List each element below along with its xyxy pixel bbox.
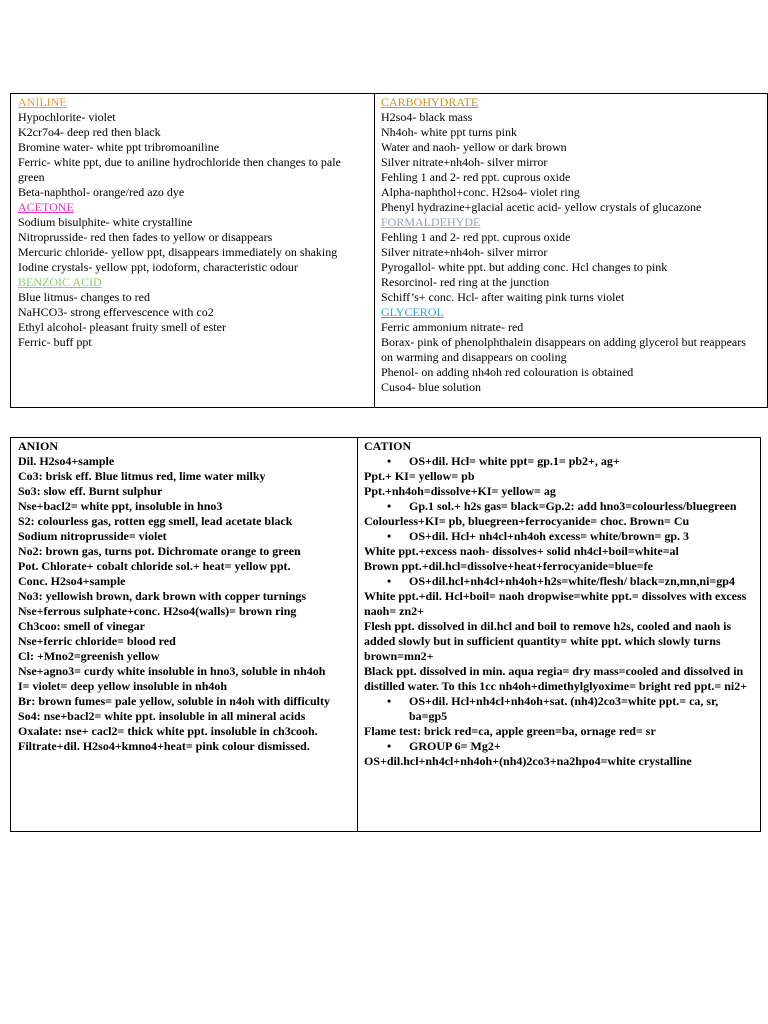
- list-item: Dil. H2so4+sample: [18, 454, 115, 468]
- list-item: Oxalate: nse+ cacl2= thick white ppt. insoluble in ch3cooh.: [18, 724, 318, 738]
- cation-line: Flame test: brick red=ca, apple green=ba, ornage red= sr: [364, 724, 656, 738]
- list-item: Ch3coo: smell of vinegar: [18, 619, 145, 633]
- list-item: Phenol- on adding nh4oh red colouration is obtained: [381, 365, 634, 379]
- anion-column: [11, 438, 358, 831]
- benzoic-acid-heading: BENZOIC ACID: [18, 275, 102, 289]
- list-item: Pyrogallol- white ppt. but adding conc. Hcl changes to pink: [381, 260, 668, 274]
- list-item: So3: slow eff. Burnt sulphur: [18, 484, 163, 498]
- cation-line: Black ppt. dissolved in min. aqua regia= dry mass=cooled and dissolved in distilled water. To this 1cc nh4oh+dimethylglyoxime= bright red ppt.= ni2+: [364, 664, 748, 693]
- inorganic-tests-table: [10, 437, 761, 832]
- cation-line: Brown ppt.+dil.hcl=dissolve+heat+ferrocyanide=blue=fe: [364, 559, 653, 573]
- list-item: Mercuric chloride- yellow ppt, disappears immediately on shaking: [18, 245, 338, 259]
- cation-line: OS+dil.hcl+nh4cl+nh4oh+(nh4)2co3+na2hpo4=white crystalline: [364, 754, 692, 768]
- cation-line: Flesh ppt. dissolved in dil.hcl and boil to remove h2s, cooled and naoh is added slowly but in sufficient quantity= white ppt. which slowly turns brown=mn2+: [364, 619, 732, 663]
- glycerol-heading: GLYCEROL: [381, 305, 444, 319]
- list-item: Br: brown fumes= pale yellow, soluble in n4oh with difficulty: [18, 694, 330, 708]
- organic-left-column: [11, 94, 375, 407]
- cation-group4-bullet: • OS+dil.hcl+nh4cl+nh4oh+h2s=white/flesh/ black=zn,mn,ni=gp4: [409, 574, 753, 589]
- glycerol-list: [381, 320, 760, 395]
- cation-line: White ppt.+excess naoh- dissolves+ solid nh4cl+boil=white=al: [364, 544, 679, 558]
- list-item: Nse+bacl2= white ppt, insoluble in hno3: [18, 499, 223, 513]
- organic-tests-table: [10, 93, 768, 408]
- list-item: Ethyl alcohol- pleasant fruity smell of ester: [18, 320, 226, 334]
- cation-column: [358, 438, 760, 831]
- cation-heading: CATION: [364, 439, 412, 453]
- list-item: Ferric- white ppt, due to aniline hydrochloride then changes to pale green: [18, 155, 341, 184]
- list-item: Nitroprusside- red then fades to yellow or disappears: [18, 230, 273, 244]
- cation-line: White ppt.+dil. Hcl+boil= naoh dropwise=white ppt.= dissolves with excess naoh= zn2+: [364, 589, 747, 618]
- benzoic-acid-list: [18, 290, 367, 350]
- list-item: I= violet= deep yellow insoluble in nh4oh: [18, 679, 228, 693]
- list-item: Fehling 1 and 2- red ppt. cuprous oxide: [381, 170, 571, 184]
- list-item: Nse+ferrous sulphate+conc. H2so4(walls)= brown ring: [18, 604, 297, 618]
- list-item: Cuso4- blue solution: [381, 380, 482, 394]
- list-item: Nse+ferric chloride= blood red: [18, 634, 176, 648]
- list-item: So4: nse+bacl2= white ppt. insoluble in all mineral acids: [18, 709, 306, 723]
- list-item: Co3: brisk eff. Blue litmus red, lime water milky: [18, 469, 266, 483]
- list-item: Nse+agno3= curdy white insoluble in hno3, soluble in nh4oh: [18, 664, 326, 678]
- cation-line: Colourless+KI= pb, bluegreen+ferrocyanide= choc. Brown= Cu: [364, 514, 690, 528]
- carbohydrate-list: [381, 110, 760, 215]
- list-item: H2so4- black mass: [381, 110, 473, 124]
- list-item: Water and naoh- yellow or dark brown: [381, 140, 567, 154]
- list-item: Conc. H2so4+sample: [18, 574, 126, 588]
- cation-group1-bullet: • OS+dil. Hcl= white ppt= gp.1= pb2+, ag+: [409, 454, 753, 469]
- list-item: Silver nitrate+nh4oh- silver mirror: [381, 245, 548, 259]
- anion-heading: ANION: [18, 439, 59, 453]
- list-item: Silver nitrate+nh4oh- silver mirror: [381, 155, 548, 169]
- formaldehyde-list: [381, 230, 760, 305]
- list-item: Cl: +Mno2=greenish yellow: [18, 649, 160, 663]
- organic-right-column: [375, 94, 767, 407]
- carbohydrate-heading: CARBOHYDRATE: [381, 95, 479, 109]
- list-item: Phenyl hydrazine+glacial acetic acid- yellow crystals of glucazone: [381, 200, 702, 214]
- list-item: No2: brown gas, turns pot. Dichromate orange to green: [18, 544, 301, 558]
- list-item: K2cr7o4- deep red then black: [18, 125, 161, 139]
- acetone-heading: ACETONE: [18, 200, 74, 214]
- list-item: Ferric ammonium nitrate- red: [381, 320, 524, 334]
- list-item: S2: colourless gas, rotten egg smell, lead acetate black: [18, 514, 293, 528]
- cation-group3-bullet: • OS+dil. Hcl+ nh4cl+nh4oh excess= white/brown= gp. 3: [409, 529, 753, 544]
- list-item: Iodine crystals- yellow ppt, iodoform, characteristic odour: [18, 260, 298, 274]
- list-item: Nh4oh- white ppt turns pink: [381, 125, 517, 139]
- acetone-list: [18, 215, 367, 275]
- list-item: Pot. Chlorate+ cobalt chloride sol.+ heat= yellow ppt.: [18, 559, 291, 573]
- cation-group5-bullet: • OS+dil. Hcl+nh4cl+nh4oh+sat. (nh4)2co3=white ppt.= ca, sr, ba=gp5: [409, 694, 753, 724]
- list-item: Sodium bisulphite- white crystalline: [18, 215, 193, 229]
- cation-group6-bullet: • GROUP 6= Mg2+: [409, 739, 753, 754]
- aniline-list: [18, 110, 367, 200]
- list-item: Blue litmus- changes to red: [18, 290, 150, 304]
- cation-line: Ppt.+nh4oh=dissolve+KI= yellow= ag: [364, 484, 556, 498]
- list-item: Sodium nitroprusside= violet: [18, 529, 167, 543]
- aniline-heading: ANILINE: [18, 95, 67, 109]
- list-item: No3: yellowish brown, dark brown with copper turnings: [18, 589, 307, 603]
- list-item: NaHCO3- strong effervescence with co2: [18, 305, 214, 319]
- cation-group2-bullet: • Gp.1 sol.+ h2s gas= black=Gp.2: add hno3=colourless/bluegreen: [409, 499, 753, 514]
- list-item: Hypochlorite- violet: [18, 110, 116, 124]
- formaldehyde-heading: FORMALDEHYDE: [381, 215, 481, 229]
- list-item: Ferric- buff ppt: [18, 335, 92, 349]
- list-item: Resorcinol- red ring at the junction: [381, 275, 550, 289]
- list-item: Borax- pink of phenolphthalein disappears on adding glycerol but reappears on warming and disappears on cooling: [381, 335, 746, 364]
- cation-line: Ppt.+ KI= yellow= pb: [364, 469, 475, 483]
- list-item: Alpha-naphthol+conc. H2so4- violet ring: [381, 185, 580, 199]
- list-item: Filtrate+dil. H2so4+kmno4+heat= pink colour dismissed.: [18, 739, 310, 753]
- list-item: Fehling 1 and 2- red ppt. cuprous oxide: [381, 230, 571, 244]
- list-item: Schiff’s+ conc. Hcl- after waiting pink turns violet: [381, 290, 625, 304]
- list-item: Bromine water- white ppt tribromoaniline: [18, 140, 220, 154]
- anion-list: [18, 454, 350, 754]
- list-item: Beta-naphthol- orange/red azo dye: [18, 185, 185, 199]
